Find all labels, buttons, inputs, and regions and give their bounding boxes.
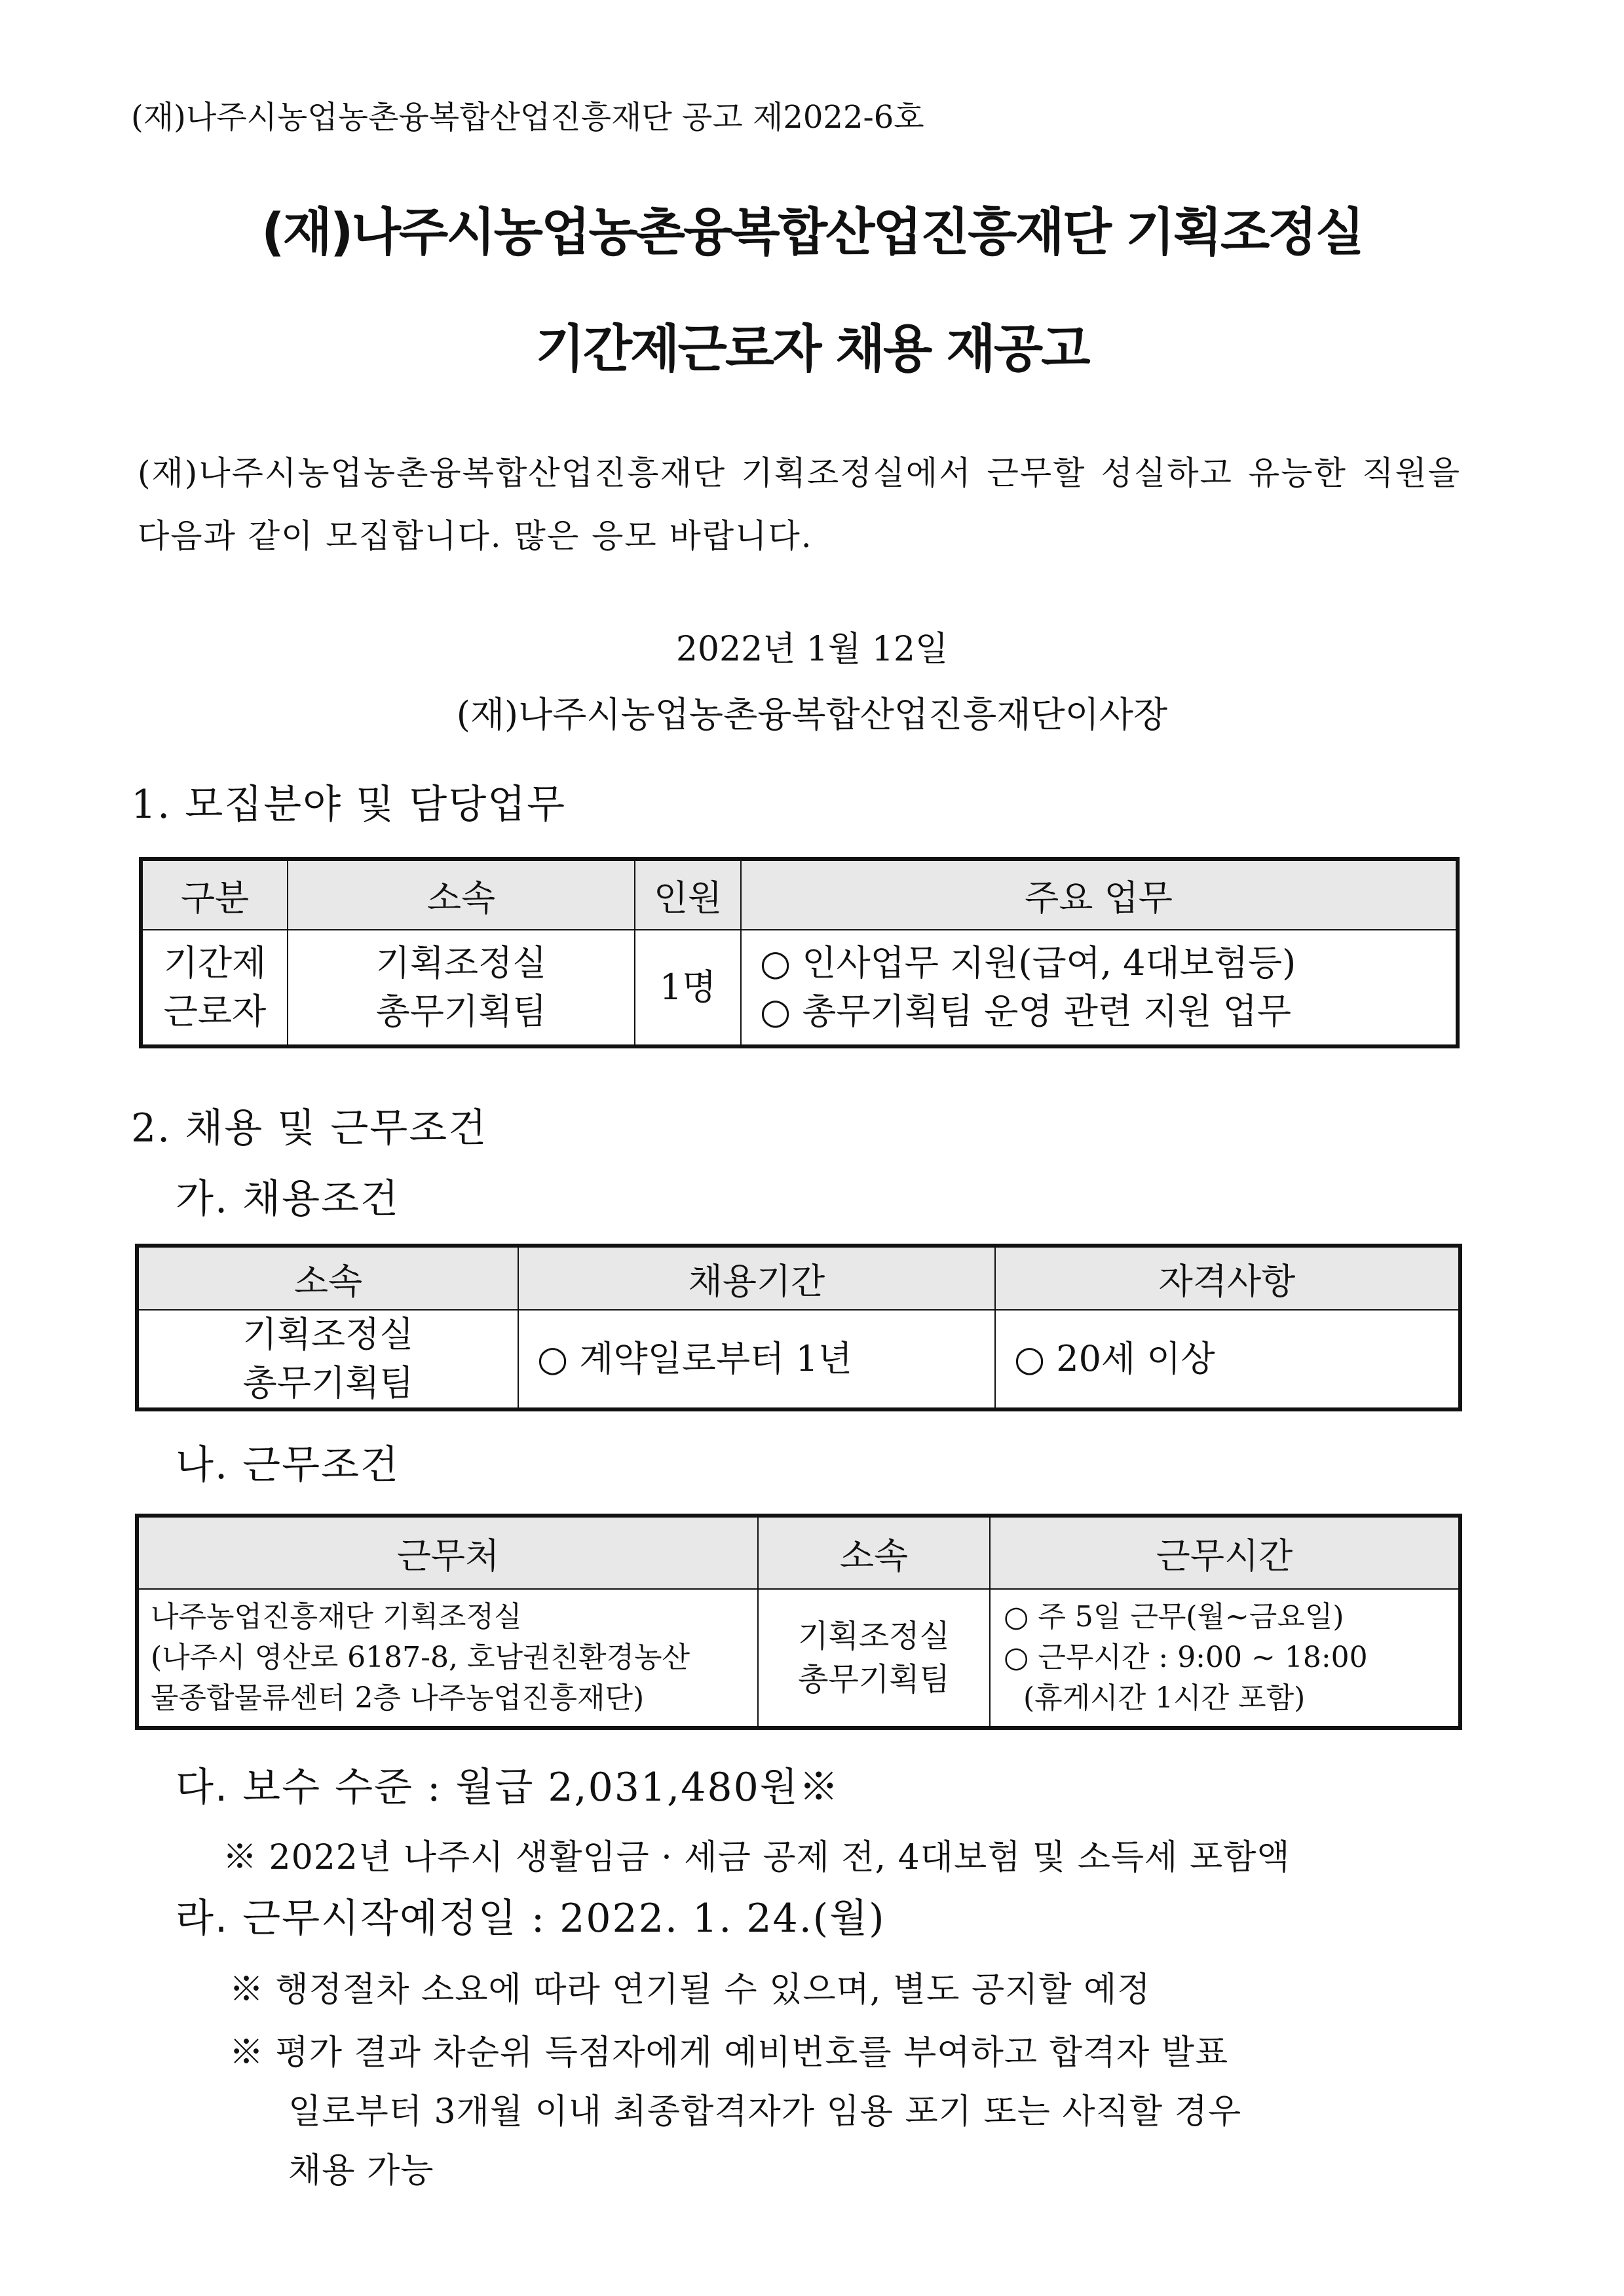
- dept-cell: 기획조정실 총무기획팀: [137, 1310, 518, 1409]
- work-hours-cell: ○ 주 5일 근무(월~금요일) ○ 근무시간 : 9:00 ~ 18:00 (휴게시간 1시간 포함): [990, 1589, 1460, 1728]
- workplace-cell: 나주농업진흥재단 기획조정실 (나주시 영산로 6187-8, 호남권친환경농산 물종합물류센터 2층 나주농업진흥재단): [137, 1589, 758, 1728]
- title-line-2: 기간제근로자 채용 재공고: [535, 320, 1089, 379]
- col-duty: 주요 업무: [741, 859, 1458, 930]
- col-dept: 소속: [137, 1246, 518, 1310]
- start-date-note-2-line-1: ※ 평가 결과 차순위 득점자에게 예비번호를 부여하고 합격자 발표: [229, 2033, 1229, 2073]
- notice-number: (재)나주시농업농촌융복합산업진흥재단 공고 제2022-6호: [131, 99, 924, 136]
- section-2-heading: 2. 채용 및 근무조건: [131, 1105, 488, 1151]
- start-date-value: : 2022. 1. 24.(월): [517, 1896, 886, 1942]
- period-cell: ○ 계약일로부터 1년: [518, 1310, 995, 1409]
- qualification-cell: ○ 20세 이상: [995, 1310, 1460, 1409]
- col-dept: 소속: [288, 859, 635, 930]
- table-row: [141, 930, 1458, 1046]
- col-category: 구분: [141, 859, 288, 930]
- recruitment-table: [139, 857, 1460, 1048]
- start-date-label: 라. 근무시작예정일: [176, 1896, 518, 1942]
- col-qualification: 자격사항: [995, 1246, 1460, 1310]
- start-date-note-2-line-3: 채용 가능: [288, 2151, 434, 2191]
- salary-label: 다. 보수 수준: [176, 1765, 414, 1810]
- subsection-c: [176, 1756, 840, 1812]
- start-date-note-1: ※ 행정절차 소요에 따라 연기될 수 있으며, 별도 공지할 예정: [229, 1970, 1151, 2010]
- col-count: 인원: [635, 859, 741, 930]
- table-row: [137, 1310, 1460, 1409]
- col-workplace: 근무처: [137, 1516, 758, 1589]
- dept-cell: 기획조정실 총무기획팀: [288, 930, 635, 1046]
- work-conditions-table: [135, 1514, 1462, 1730]
- intro-paragraph: (재)나주시농업농촌융복합산업진흥재단 기획조정실에서 근무할 성실하고 유능한 직원을 다음과 같이 모집합니다. 많은 응모 바랍니다.: [138, 454, 1461, 555]
- section-1-heading: 1. 모집분야 및 담당업무: [131, 782, 567, 828]
- start-date-note-2-line-2: 일로부터 3개월 이내 최종합격자가 임용 포기 또는 사직할 경우: [288, 2092, 1242, 2132]
- title-line-1: (재)나주시농업농촌융복합산업진흥재단 기획조정실: [261, 203, 1363, 262]
- hiring-conditions-table: [135, 1244, 1462, 1411]
- notice-date: 2022년 1월 12일: [675, 630, 949, 669]
- duty-cell: ○ 인사업무 지원(급여, 4대보험등) ○ 총무기획팀 운영 관련 지원 업무: [741, 930, 1458, 1046]
- salary-value: : 월급 2,031,480원※: [413, 1765, 840, 1810]
- salary-note: ※ 2022년 나주시 생활임금 · 세금 공제 전, 4대보험 및 소득세 포함액: [223, 1838, 1291, 1877]
- subsection-b-heading: 나. 근무조건: [176, 1442, 400, 1488]
- subsection-d: [176, 1887, 886, 1943]
- dept-cell: 기획조정실 총무기획팀: [758, 1589, 990, 1728]
- subsection-a-heading: 가. 채용조건: [176, 1176, 400, 1222]
- count-cell: 1명: [635, 930, 741, 1046]
- col-dept: 소속: [758, 1516, 990, 1589]
- category-cell: 기간제 근로자: [141, 930, 288, 1046]
- notice-signer: (재)나주시농업농촌융복합산업진흥재단이사장: [456, 694, 1168, 735]
- col-period: 채용기간: [518, 1246, 995, 1310]
- table-row: [137, 1589, 1460, 1728]
- col-work-hours: 근무시간: [990, 1516, 1460, 1589]
